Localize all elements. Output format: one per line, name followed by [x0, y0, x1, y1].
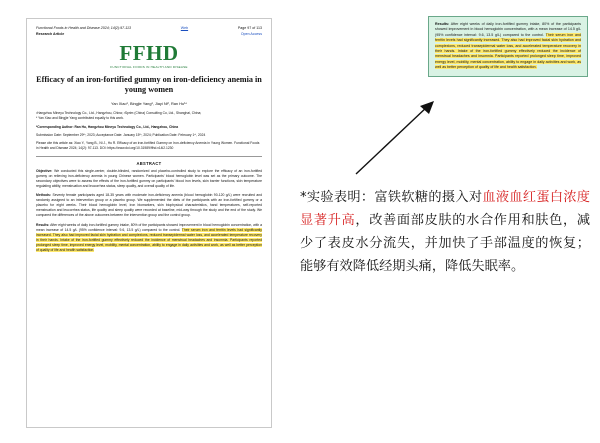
corresponding-author: *Corresponding Author: Ran Hu, Hangzhou Mineyu Technology Co., Ltd., Hangzhou, China — [36, 125, 179, 130]
abstract-methods-label: Methods: — [36, 193, 52, 197]
journal-logo-mark: FFHD — [119, 41, 179, 65]
page-title: Efficacy of an iron-fortified gummy on iron-deficiency anemia in young women — [36, 75, 262, 95]
abstract-heading: ABSTRACT — [136, 160, 162, 166]
summary-emphasis: 血液血红蛋白浓度显著升高 — [300, 190, 590, 229]
citation-line: Please cite this article as: Xiao Y., Yang B., Ni J., Hu R. Efficacy of an iron-fortified Gummy on Iron-deficiency Anemia in Young Women. Functional Foods in Health and Disease 2024; 14(2): 97-113. DOI: https://www.doi.org/10.31989/ffhd.v14i2.1230 — [36, 141, 260, 150]
paper-header-row — [36, 26, 262, 30]
abstract-methods — [36, 193, 262, 219]
affiliation-line: ¹Hangzhou Mineyu Technology Co., Ltd., Hangzhou, China; ²Sprim (China) Consulting Co, Ltd., Shanghai, China; — [36, 110, 202, 115]
submission-dates: Submission Date: September 29ᵗʰ, 2023; Acceptance Date: January 15ᵗʰ, 2024; Publication Date: February 1ˢᵗ, 2024 — [36, 133, 206, 138]
web-link[interactable]: Web — [180, 26, 189, 30]
abstract-objective-label: Objective: — [36, 168, 53, 173]
abstract-results-label: Results: — [36, 222, 50, 227]
summary-prefix: *实验表明：富铁软糖的摄入对 — [300, 190, 483, 205]
pointer-arrow — [350, 100, 440, 180]
abstract-objective — [36, 169, 262, 189]
author-list: Yan Xiao¹, Bingjie Yang¹, Jiayi Ni², Ran Hu¹* — [111, 100, 187, 106]
divider — [36, 156, 262, 157]
paper-header-row-2 — [36, 32, 262, 36]
paper-page — [26, 18, 272, 428]
abstract-methods-text: Seventy female participants aged 18-35 years with moderate iron-deficiency anemia (blood hemoglobin 90-120 g/L) were recruited and randomly assigned to an intervention group or a placebo group. We supplemented the diets of the participants with an iron-fortified gummy or a placebo for eight weeks. Their blood hemoglobin level, iron biomarkers, skin biophysical characteristics, hand temperatures, self-reported menstruation and leucorrhea status, life quality and sleep quality were recorded at baseline, mid-way through the study and the end of the study. We compared the differences of the above outcomes between the intervention group and the control group. — [36, 193, 262, 218]
abstract-results — [36, 223, 262, 254]
journal-reference: Functional Foods in Health and Disease 2024; 14(2):97-113 — [36, 26, 132, 30]
article-type: Research Article — [36, 32, 65, 36]
callout-text-highlight: Their serum iron and ferritin levels had significantly increased. They also had improved facial skin hydration and complexions, reduced transepidermal water loss, and accelerated temperature recovery in their hands. Intake of the iron-fortified gummy effectively reduced the incidence of menstrual headaches and insomnia. Participants reported prolonged sleep time, improved energy level, mobility, mental concentration, ability to engage in daily activities and work, as well as better perception of quality of life and health satisfaction. — [435, 32, 582, 70]
abstract-results-highlight: Their serum iron and ferritin levels had significantly increased. They also had improved facial skin hydration and complexions, reduced transepidermal water loss, and accelerated temperature recovery in their hands. Intake of the iron-fortified gummy effectively reduced the incidence of menstrual headaches and insomnia. Participants reported prolonged sleep time, improved energy level, mobility, mental concentration, ability to engage in daily activities and work, as well as better perception of quality of life and health satisfaction. — [36, 227, 263, 253]
callout-text-plain: After eight weeks of daily iron-fortified gummy intake, 80% of the participants showed improvement in blood hemoglobin concentration, with a mean increase of 14.5 g/L (95% confidence interval: 9.6, 13.5 g/L) compared to the control. — [435, 22, 581, 37]
abstract-objective-text: We conducted this single-center, double-blinded, randomized and placebo-controlled study to explore the efficacy of an iron-fortified gummy on relieving iron-deficiency anemia in young Chinese women. Participants' blood hemoglobin level was set as the primary outcome. The secondary objectives were to assess the effects of the iron-fortified gummy on participants' blood iron levels, skin barrier functions, skin temperature regulating ability, menstruation and leucorrhea status, sleep quality, and overall quality of life. — [36, 168, 262, 188]
page-number: Page 97 of 113 — [237, 26, 262, 30]
summary-suffix: ，改善面部皮肤的水合作用和肤色，减少了表皮水分流失，并加快了手部温度的恢复；能够有效降低经期头痛，降低失眠率。 — [300, 213, 591, 275]
journal-logo — [36, 43, 262, 69]
results-callout-box — [428, 16, 588, 77]
abstract-results-text: After eight weeks of daily iron-fortified gummy intake, 80% of the participants showed improvement in blood hemoglobin concentration, with a mean increase of 14.5 g/L (95% confidence interval: 9.6, 13.5 g/L) compared to the control. — [36, 222, 262, 232]
callout-label: Results: — [435, 22, 450, 26]
open-access-label: Open Access — [240, 32, 262, 36]
journal-logo-subtitle: FUNCTIONAL FOODS IN HEALTH AND DISEASE — [110, 65, 188, 69]
affiliations — [36, 111, 262, 122]
affiliation-line: * Yan Xiao and Bingjie Yang contributed equally to this work. — [36, 116, 124, 121]
chinese-summary — [300, 186, 590, 278]
